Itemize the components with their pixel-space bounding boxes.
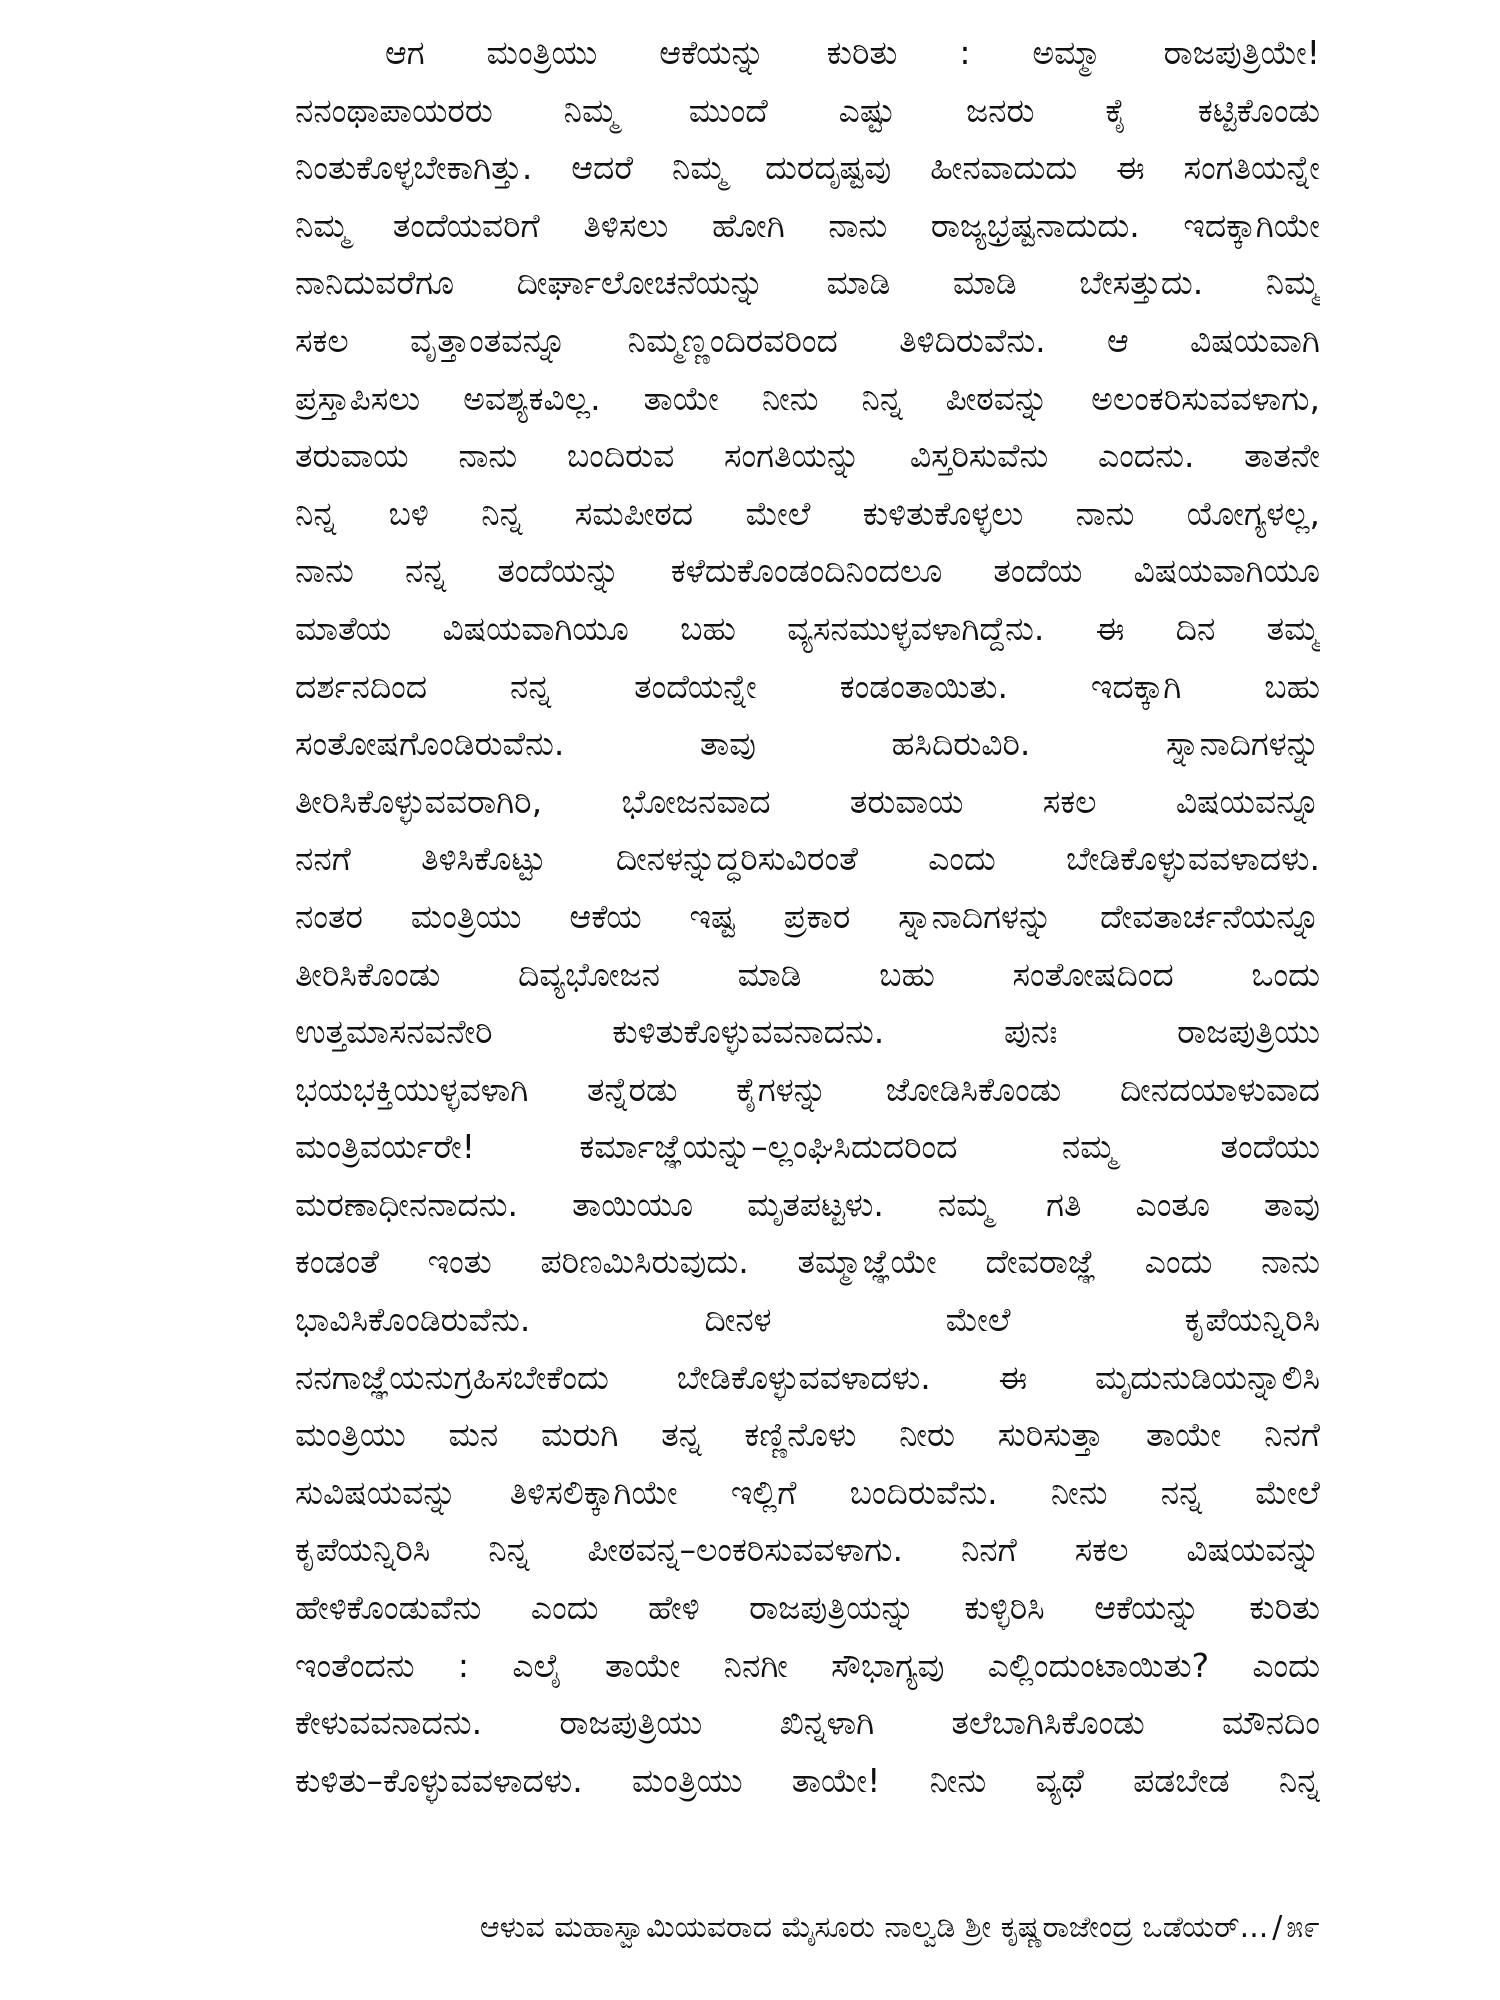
text-line: ಇಂತೆಂದನು : ಎಲೈ ತಾಯೇ ನಿನಗೀ ಸೌಭಾಗ್ಯವು ಎಲ್ಲಿಂದುಂಟಾಯಿತು? ಎಂದು — [295, 1645, 1320, 1685]
text-line: ಕಂಡಂತೆ ಇಂತು ಪರಿಣಮಿಸಿರುವುದು. ತಮ್ಮಾಜ್ಞೆಯೇ ದೇವರಾಜ್ಞೆ ಎಂದು ನಾನು — [295, 1242, 1320, 1282]
text-line: ನನಗಾಜ್ಞೆಯನುಗ್ರಹಿಸಬೇಕೆಂದು ಬೇಡಿಕೊಳ್ಳುವವಳಾದಳು. ಈ ಮೃದುನುಡಿಯನ್ನಾಲಿಸಿ — [295, 1357, 1320, 1397]
text-line: ಸಂತೋಷಗೊಂಡಿರುವೆನು. ತಾವು ಹಸಿದಿರುವಿರಿ. ಸ್ನಾನಾದಿಗಳನ್ನು — [295, 724, 1320, 764]
page-number: ೫೯ — [1286, 1910, 1320, 1945]
text-line: ನಾನು ನನ್ನ ತಂದೆಯನ್ನು ಕಳೆದುಕೊಂಡಂದಿನಿಂದಲೂ ತಂದೆಯ ವಿಷಯವಾಗಿಯೂ — [295, 551, 1320, 591]
text-line: ನಿಂತುಕೊಳ್ಳಬೇಕಾಗಿತ್ತು. ಆದರೆ ನಿಮ್ಮ ದುರದೃಷ್ಟವು ಹೀನವಾದುದು ಈ ಸಂಗತಿಯನ್ನೇ — [295, 148, 1320, 188]
text-line: ಉತ್ತಮಾಸನವನೇರಿ ಕುಳಿತುಕೊಳ್ಳುವವನಾದನು. ಪುನಃ ರಾಜಪುತ್ರಿಯು — [295, 1012, 1320, 1052]
text-line: ನಂತರ ಮಂತ್ರಿಯು ಆಕೆಯ ಇಷ್ಟ ಪ್ರಕಾರ ಸ್ನಾನಾದಿಗಳನ್ನು ದೇವತಾರ್ಚನೆಯನ್ನೂ — [295, 896, 1320, 936]
text-line: ನಾನಿದುವರೆಗೂ ದೀರ್ಘಾಲೋಚನೆಯನ್ನು ಮಾಡಿ ಮಾಡಿ ಬೇಸತ್ತುದು. ನಿಮ್ಮ — [295, 263, 1320, 303]
text-line: ಮಾತೆಯ ವಿಷಯವಾಗಿಯೂ ಬಹು ವ್ಯಸನಮುಳ್ಳವಳಾಗಿದ್ದೆನು. ಈ ದಿನ ತಮ್ಮ — [295, 608, 1320, 648]
text-line: ಸುವಿಷಯವನ್ನು ತಿಳಿಸಲಿಕ್ಕಾಗಿಯೇ ಇಲ್ಲಿಗೆ ಬಂದಿರುವೆನು. ನೀನು ನನ್ನ ಮೇಲೆ — [295, 1472, 1320, 1512]
text-line: ಮರಣಾಧೀನನಾದನು. ತಾಯಿಯೂ ಮೃತಪಟ್ಟಳು. ನಮ್ಮ ಗತಿ ಎಂತೂ ತಾವು — [295, 1184, 1320, 1224]
text-line: ಭಾವಿಸಿಕೊಂಡಿರುವೆನು. ದೀನಳ ಮೇಲೆ ಕೃಪೆಯನ್ನಿರಿಸಿ — [295, 1300, 1320, 1340]
text-line: ಆಗ ಮಂತ್ರಿಯು ಆಕೆಯನ್ನು ಕುರಿತು : ಅಮ್ಮಾ ರಾಜಪುತ್ರಿಯೇ! — [385, 33, 1320, 72]
text-line: ದರ್ಶನದಿಂದ ನನ್ನ ತಂದೆಯನ್ನೇ ಕಂಡಂತಾಯಿತು. ಇದಕ್ಕಾಗಿ ಬಹು — [295, 666, 1320, 706]
text-line: ನನಂಥಾಪಾಯರರು ನಿಮ್ಮ ಮುಂದೆ ಎಷ್ಟು ಜನರು ಕೈ ಕಟ್ಟಿಕೊಂಡು — [295, 90, 1320, 130]
footer-title: ಆಳುವ ಮಹಾಸ್ವಾಮಿಯವರಾದ ಮೈಸೂರು ನಾಲ್ವಡಿ ಶ್ರೀ ಕೃಷ್ಣರಾಜೇಂದ್ರ ಒಡೆಯರ್... — [479, 1910, 1269, 1945]
text-line: ನನಗೆ ತಿಳಿಸಿಕೊಟ್ಟು ದೀನಳನ್ನುದ್ಧರಿಸುವಿರಂತೆ ಎಂದು ಬೇಡಿಕೊಳ್ಳುವವಳಾದಳು. — [295, 839, 1320, 879]
text-line: ತೀರಿಸಿಕೊಳ್ಳುವವರಾಗಿರಿ, ಭೋಜನವಾದ ತರುವಾಯ ಸಕಲ ವಿಷಯವನ್ನೂ — [295, 781, 1320, 821]
text-line: ನಿಮ್ಮ ತಂದೆಯವರಿಗೆ ತಿಳಿಸಲು ಹೋಗಿ ನಾನು ರಾಜ್ಯಭ್ರಷ್ಟನಾದುದು. ಇದಕ್ಕಾಗಿಯೇ — [295, 205, 1320, 245]
text-line: ಭಯಭಕ್ತಿಯುಳ್ಳವಳಾಗಿ ತನ್ನೆರಡು ಕೈಗಳನ್ನು ಜೋಡಿಸಿಕೊಂಡು ದೀನದಯಾಳುವಾದ — [295, 1069, 1320, 1109]
text-line: ಹೇಳಿಕೊಂಡುವೆನು ಎಂದು ಹೇಳಿ ರಾಜಪುತ್ರಿಯನ್ನು ಕುಳ್ಳಿರಿಸಿ ಆಕೆಯನ್ನು ಕುರಿತು — [295, 1588, 1320, 1628]
text-line: ಸಕಲ ವೃತ್ತಾಂತವನ್ನೂ ನಿಮ್ಮಣ್ಣಂದಿರವರಿಂದ ತಿಳಿದಿರುವೆನು. ಆ ವಿಷಯವಾಗಿ — [295, 320, 1320, 360]
text-line: ತೀರಿಸಿಕೊಂಡು ದಿವ್ಯಭೋಜನ ಮಾಡಿ ಬಹು ಸಂತೋಷದಿಂದ ಒಂದು — [295, 954, 1320, 994]
footer-separator: / — [1272, 1910, 1283, 1945]
text-line: ಮಂತ್ರಿಯು ಮನ ಮರುಗಿ ತನ್ನ ಕಣ್ಣಿನೊಳು ನೀರು ಸುರಿಸುತ್ತಾ ತಾಯೇ ನಿನಗೆ — [295, 1415, 1320, 1455]
text-line: ಕುಳಿತು–ಕೊಳ್ಳುವವಳಾದಳು. ಮಂತ್ರಿಯು ತಾಯೇ! ನೀನು ವ್ಯಥೆ ಪಡಬೇಡ ನಿನ್ನ — [295, 1760, 1320, 1800]
text-line: ಪ್ರಸ್ತಾಪಿಸಲು ಅವಶ್ಯಕವಿಲ್ಲ. ತಾಯೇ ನೀನು ನಿನ್ನ ಪೀಠವನ್ನು ಅಲಂಕರಿಸುವವಳಾಗು, — [295, 378, 1320, 418]
page-footer — [250, 1908, 1320, 1948]
text-line: ಕೇಳುವವನಾದನು. ರಾಜಪುತ್ರಿಯು ಖಿನ್ನಳಾಗಿ ತಲೆಬಾಗಿಸಿಕೊಂಡು ಮೌನದಿಂ — [295, 1703, 1320, 1743]
text-line: ಕೃಪೆಯನ್ನಿರಿಸಿ ನಿನ್ನ ಪೀಠವನ್ನ–ಲಂಕರಿಸುವವಳಾಗು. ನಿನಗೆ ಸಕಲ ವಿಷಯವನ್ನು — [295, 1530, 1320, 1570]
body-paragraph — [205, 24, 1320, 1809]
text-line: ಮಂತ್ರಿವರ್ಯರೇ! ಕರ್ಮಾಜ್ಞೆಯನ್ನು–ಲ್ಲಂಘಿಸಿದುದರಿಂದ ನಮ್ಮ ತಂದೆಯು — [295, 1127, 1320, 1167]
text-line: ತರುವಾಯ ನಾನು ಬಂದಿರುವ ಸಂಗತಿಯನ್ನು ವಿಸ್ತರಿಸುವೆನು ಎಂದನು. ತಾತನೇ — [295, 436, 1320, 476]
text-line: ನಿನ್ನ ಬಳಿ ನಿನ್ನ ಸಮಪೀಠದ ಮೇಲೆ ಕುಳಿತುಕೊಳ್ಳಲು ನಾನು ಯೋಗ್ಯಳಲ್ಲ, — [295, 493, 1320, 533]
